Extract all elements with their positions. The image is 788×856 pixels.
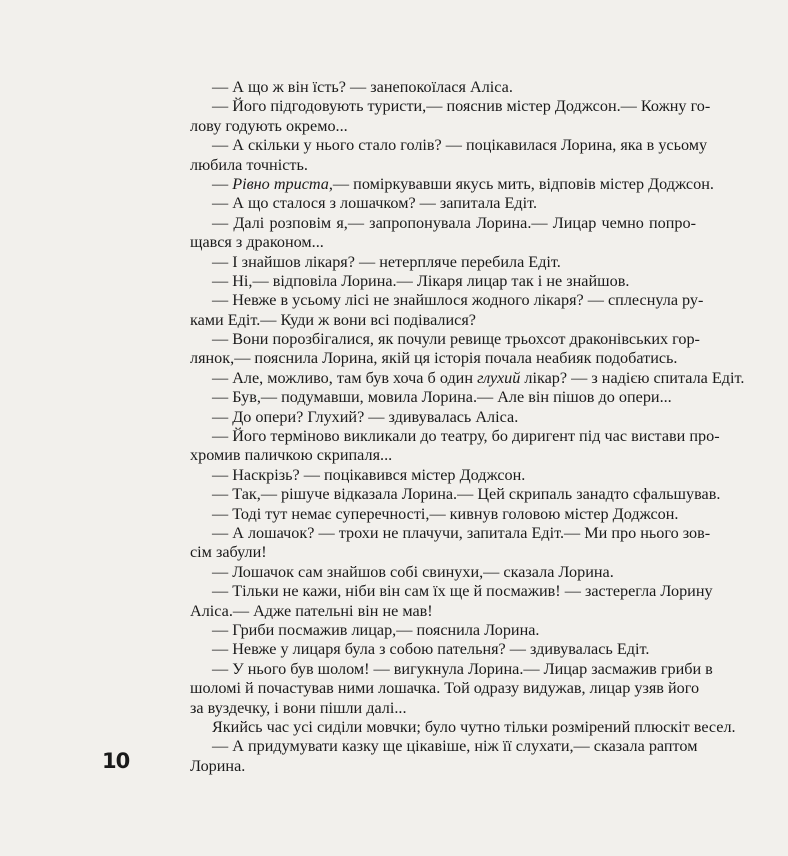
text-line: за вуздечку, і вони пішли далі... (190, 698, 407, 717)
text-line: — Тоді тут немає суперечності,— кивнув головою містер Доджсон. (212, 504, 679, 523)
text-line: — Був,— подумавши, мовила Лорина.— Але він пішов до опери... (212, 388, 672, 407)
text-line: — А придумувати казку ще цікавіше, ніж її слухати,— сказала раптом (212, 737, 698, 756)
text-line: хромив паличкою скрипаля... (190, 446, 393, 465)
page-number: 10 (102, 749, 130, 773)
text-line: — Лошачок сам знайшов собі свинухи,— сказала Лорина. (212, 562, 614, 581)
text-line: Аліса.— Адже пательні він не мав! (190, 601, 433, 620)
text-line: шоломі й почастував ними лошачка. Той одразу видужав, лицар узяв його (190, 679, 700, 698)
text-line: — Далі розповім я,— запропонувала Лорина.— Лицар чемно попро- (212, 213, 696, 232)
text-line: — А що сталося з лошачком? — запитала Едіт. (212, 194, 538, 213)
text-line: — Невже у лицаря була з собою пательня? — здивувалась Едіт. (212, 640, 650, 659)
book-page-text (190, 78, 745, 776)
text-line: ками Едіт.— Куди ж вони всі подівалися? (190, 310, 476, 329)
text-line: — А скільки у нього стало голів? — поцікавилася Лорина, яка в усьому (212, 136, 708, 155)
text-line: — Рівно триста,— поміркувавши якусь мить, відповів містер Доджсон. (212, 174, 714, 193)
text-line: — Так,— рішуче відказала Лорина.— Цей скрипаль занадто сфальшував. (212, 485, 721, 504)
text-line: любила точність. (190, 155, 308, 174)
text-line: — Його терміново викликали до театру, бо диригент під час вистави про- (212, 427, 720, 446)
text-line: — Ні,— відповіла Лорина.— Лікаря лицар так і не знайшов. (212, 271, 630, 290)
text-line: лову годують окремо... (190, 116, 348, 135)
text-line: — Його підгодовують туристи,— пояснив містер Доджсон.— Кожну го- (212, 97, 711, 116)
text-line: Якийсь час усі сиділи мовчки; було чутно тільки розмірений плюскіт весел. (212, 717, 736, 736)
text-line: — І знайшов лікаря? — нетерпляче перебила Едіт. (212, 252, 561, 271)
text-line: — А лошачок? — трохи не плачучи, запитала Едіт.— Ми про нього зов- (212, 523, 711, 542)
text-line: — Тільки не кажи, ніби він сам їх ще й посмажив! — застерегла Лорину (212, 582, 713, 601)
text-line: — Невже в усьому лісі не знайшлося жодного лікаря? — сплеснула ру- (212, 291, 704, 310)
text-line: — Наскрізь? — поцікавився містер Доджсон. (212, 465, 526, 484)
text-line: щався з драконом... (190, 233, 324, 252)
text-line: — До опери? Глухий? — здивувалась Аліса. (212, 407, 519, 426)
text-line: Лорина. (190, 756, 246, 775)
text-line: — Але, можливо, там був хоча б один глухий лікар? — з надією спитала Едіт. (212, 368, 745, 387)
text-line: — Гриби посмажив лицар,— пояснила Лорина. (212, 620, 540, 639)
text-line: — Вони порозбігалися, як почули ревище трьохсот драконівських гор- (212, 330, 700, 349)
text-line: — У нього був шолом! — вигукнула Лорина.— Лицар засмажив гриби в (212, 659, 713, 678)
text-line: — А що ж він їсть? — занепокоїлася Аліса. (212, 78, 513, 96)
text-line: лянок,— пояснила Лорина, якій ця історія почала неабияк подобатись. (190, 349, 678, 368)
text-line: сім забули! (190, 543, 267, 562)
